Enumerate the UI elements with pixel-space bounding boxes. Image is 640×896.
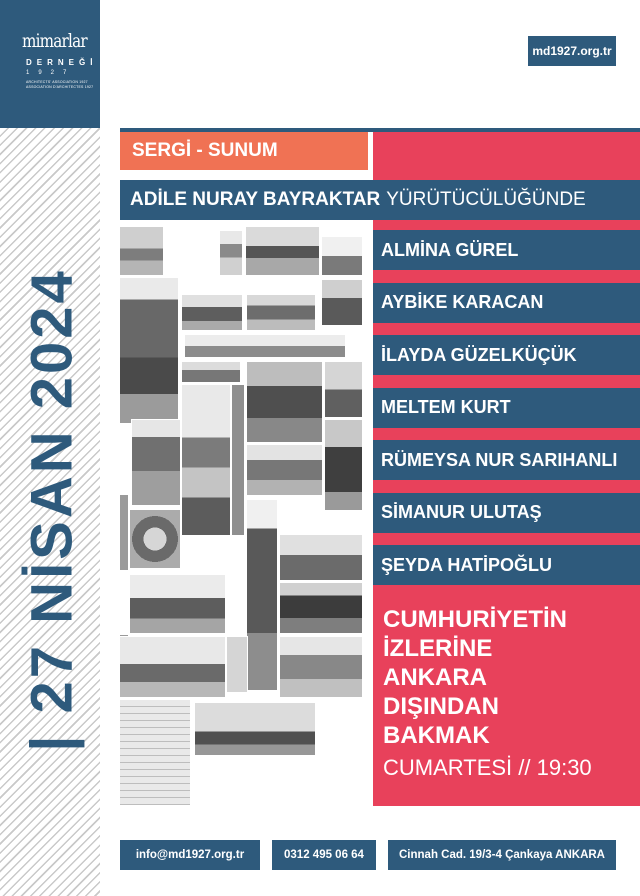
participant-name: İLAYDA GÜZELKÜÇÜK [373,335,640,375]
archival-photo [182,295,242,330]
archival-photo [246,227,319,275]
archival-photo [247,500,277,690]
archival-photo [130,575,225,633]
address-text: Cinnah Cad. 19/3-4 Çankaya ANKARA [388,840,616,870]
event-type-banner: SERGİ - SUNUM [120,132,368,170]
archival-photo [120,637,225,697]
archival-photo [220,231,242,275]
participant-name: RÜMEYSA NUR SARIHANLI [373,440,640,480]
participant-list [373,230,640,598]
title-line: ANKARA [383,664,487,691]
archival-photo [280,535,362,580]
event-title [383,605,567,750]
archival-photo [232,385,244,535]
archival-photo [182,362,240,382]
title-line: İZLERİNE [383,635,493,662]
archival-photo [247,362,322,442]
archival-photo [280,637,362,697]
participant-name: MELTEM KURT [373,388,640,428]
archival-photo [247,295,315,330]
archival-photo [182,385,230,535]
curator-banner [120,180,640,220]
title-line: DIŞINDAN [383,693,500,720]
event-time: CUMARTESİ // 19:30 [383,755,592,780]
participant-name: ŞEYDA HATİPOĞLU [373,545,640,585]
participant-name: AYBİKE KARACAN [373,283,640,323]
archival-photo [280,583,362,633]
archival-photo [132,420,180,505]
logo-wordmark: mimarlar [22,30,87,52]
title-line: BAKMAK [383,722,490,749]
archival-photo-collage [120,225,370,805]
archival-photo [227,637,247,692]
email-link[interactable]: info@md1927.org.tr [120,840,260,870]
curator-name: ADİLE NURAY BAYRAKTAR [130,189,381,210]
participant-name: ALMİNA GÜREL [373,230,640,270]
archival-photo [322,280,362,325]
archival-photo [120,227,163,275]
participant-name: SİMANUR ULUTAŞ [373,493,640,533]
title-line: CUMHURİYETİN [383,606,567,633]
website-link[interactable]: md1927.org.tr [528,36,616,66]
archival-photo [247,445,322,495]
archival-photo [130,510,180,568]
logo-tagline-en: ARCHITECTS' ASSOCIATION 1927 [26,80,88,84]
archival-photo [120,700,190,805]
logo-tagline-tr: ASSOCIATION D'ARCHITECTES 1927 [26,85,94,89]
logo-year: 1927 [26,70,76,76]
archival-photo [322,237,362,275]
archival-photo [325,420,362,510]
curator-role: YÜRÜTÜCÜLÜĞÜNDE [386,189,586,210]
event-date: | 27 NİSAN 2024 [19,268,85,752]
archival-photo [325,362,362,417]
archival-photo [195,703,315,755]
archival-photo [185,335,345,357]
archival-photo [120,278,178,423]
phone-link[interactable]: 0312 495 06 64 [272,840,376,870]
logo-subtitle: DERNEĞİ [26,58,98,67]
logo-block [0,0,100,128]
archival-photo [120,495,128,570]
